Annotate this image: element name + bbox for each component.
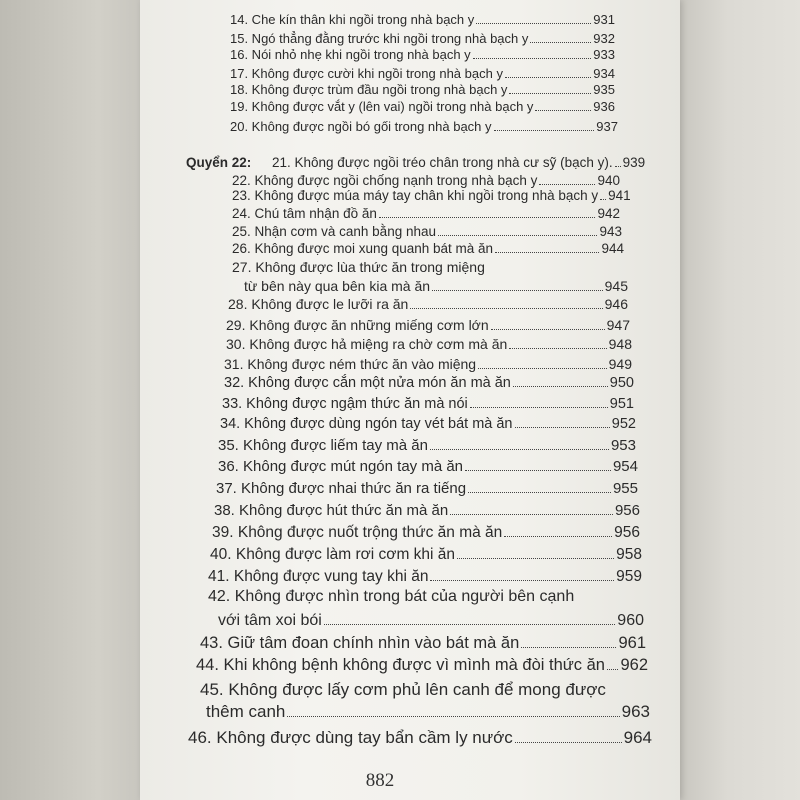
dot-leader — [509, 93, 591, 94]
dot-leader — [505, 77, 591, 78]
toc-entry-title: 21. Không được ngồi tréo chân trong nhà cư sỹ (bạch y). — [272, 155, 613, 170]
toc-entry — [200, 634, 646, 653]
toc-entry-page: 932 — [593, 31, 615, 46]
dot-leader — [450, 514, 613, 515]
dot-leader — [470, 407, 608, 408]
toc-entry — [206, 702, 650, 722]
dot-leader — [513, 386, 608, 387]
toc-entry — [208, 568, 642, 586]
dot-leader — [615, 166, 621, 167]
toc-entry — [228, 296, 628, 312]
toc-entry-title: 26. Không được moi xung quanh bát mà ăn — [232, 241, 494, 256]
toc-entry — [230, 66, 615, 81]
dot-leader — [468, 492, 611, 493]
toc-entry-page: 958 — [616, 546, 642, 563]
background-left — [0, 0, 140, 800]
dot-leader — [324, 624, 615, 625]
toc-entry-page: 941 — [608, 188, 631, 203]
toc-entry-title: 14. Che kín thân khi ngồi trong nhà bạch y — [230, 12, 475, 27]
dot-leader — [607, 669, 618, 670]
toc-entry-title: 20. Không được ngồi bó gối trong nhà bạch y — [230, 119, 492, 134]
dot-leader — [491, 329, 605, 330]
toc-entry — [218, 458, 638, 475]
toc-entry — [232, 241, 624, 256]
toc-entry-title: 37. Không được nhai thức ăn ra tiếng — [216, 480, 467, 497]
dot-leader — [432, 290, 603, 291]
toc-entry-title: 43. Giữ tâm đoan chính nhìn vào bát mà ăn — [200, 634, 520, 652]
toc-entry-page: 962 — [620, 656, 648, 674]
book-page — [140, 0, 680, 800]
toc-entry-page: 952 — [611, 416, 636, 432]
toc-entry-title: 35. Không được liếm tay mà ăn — [218, 437, 428, 454]
toc-entry-title: 31. Không được ném thức ăn vào miệng — [224, 356, 477, 372]
page-number: 882 — [365, 770, 395, 791]
toc-entry-title: 42. Không được nhìn trong bát của người bên cạnh — [208, 588, 575, 605]
toc-entry — [210, 546, 642, 564]
toc-entry-page: 937 — [596, 119, 618, 134]
dot-leader — [515, 427, 610, 428]
toc-entry-page: 944 — [601, 241, 624, 256]
toc-entry-title: 39. Không được nuốt trộng thức ăn mà ăn — [212, 524, 503, 541]
dot-leader — [504, 536, 612, 537]
toc-entry — [226, 336, 632, 352]
dot-leader — [535, 110, 591, 111]
dot-leader — [509, 348, 606, 349]
dot-leader — [287, 716, 619, 717]
toc-entry-title: 32. Không được cắn một nửa món ăn mà ăn — [224, 375, 511, 391]
dot-leader — [438, 235, 597, 236]
toc-entry-title: 38. Không được hút thức ăn mà ăn — [214, 502, 449, 519]
toc-entry-page: 951 — [609, 396, 634, 412]
toc-entry-page: 933 — [593, 47, 615, 62]
dot-leader — [495, 252, 599, 253]
toc-entry — [230, 12, 615, 27]
toc-entry-title: 18. Không được trùm đầu ngồi trong nhà bạch y — [230, 82, 508, 97]
toc-entry-page: 953 — [610, 437, 636, 454]
toc-entry-page: 950 — [609, 375, 634, 391]
toc-entry-title: 41. Không được vung tay khi ăn — [208, 568, 429, 585]
toc-entry-continuation: từ bên này qua bên kia mà ăn — [244, 278, 431, 294]
dot-leader — [494, 130, 595, 131]
toc-entry-continuation: với tâm xoi bói — [218, 612, 322, 629]
dot-leader — [473, 58, 592, 59]
toc-entry-title: 40. Không được làm rơi cơm khi ăn — [210, 546, 456, 563]
toc-entry-title: 27. Không được lùa thức ăn trong miệng — [232, 259, 485, 275]
toc-entry-page: 964 — [623, 728, 652, 747]
toc-entry — [222, 396, 634, 412]
dot-leader — [457, 558, 614, 559]
toc-entry-title: 34. Không được dùng ngón tay vét bát mà ăn — [220, 416, 513, 432]
toc-entry-page: 936 — [593, 99, 615, 114]
toc-entry-page: 943 — [599, 224, 622, 239]
toc-entry-page: 931 — [593, 12, 615, 27]
toc-entry-page: 946 — [604, 296, 628, 312]
toc-entry — [188, 728, 652, 748]
toc-entry — [232, 224, 622, 239]
dot-leader — [521, 647, 616, 648]
toc-entry — [232, 188, 631, 203]
table-of-contents — [140, 0, 680, 800]
toc-entry-page: 939 — [622, 155, 646, 170]
toc-entry-title: 28. Không được le lưỡi ra ăn — [228, 296, 409, 312]
volume-label: Quyển 22: — [186, 155, 252, 170]
toc-entry — [224, 356, 632, 372]
toc-entry-page: 935 — [593, 82, 615, 97]
toc-entry — [214, 502, 640, 519]
toc-entry-title: 24. Chú tâm nhận đồ ăn — [232, 206, 377, 221]
toc-entry — [230, 31, 615, 46]
toc-entry-continuation: thêm canh — [206, 702, 286, 721]
toc-entry-title: 46. Không được dùng tay bẩn cầm ly nước — [188, 728, 513, 747]
dot-leader — [600, 199, 606, 200]
toc-entry — [230, 99, 615, 114]
toc-entry-title: 25. Nhận cơm và canh bằng nhau — [232, 224, 436, 239]
toc-entry — [232, 173, 620, 188]
toc-entry-page: 961 — [618, 634, 646, 652]
toc-entry — [218, 612, 644, 630]
toc-entry-title: 44. Khi không bệnh không được vì mình mà đòi thức ăn — [196, 656, 605, 674]
toc-entry — [230, 119, 618, 134]
toc-entry-title: 29. Không được ăn những miếng cơm lớn — [226, 317, 489, 333]
toc-entry-page: 948 — [608, 336, 632, 352]
dot-leader — [410, 308, 602, 309]
toc-entry-title: 30. Không được hả miệng ra chờ cơm mà ăn — [226, 336, 508, 352]
dot-leader — [478, 368, 607, 369]
dot-leader — [530, 42, 591, 43]
toc-entry-page: 956 — [614, 524, 640, 541]
toc-entry — [212, 524, 640, 542]
toc-entry-title: 17. Không được cười khi ngồi trong nhà bạch y — [230, 66, 503, 81]
toc-entry-page: 947 — [606, 317, 630, 333]
dot-leader — [430, 449, 609, 450]
dot-leader — [430, 580, 614, 581]
toc-entry-page: 963 — [621, 702, 650, 721]
background-right — [680, 0, 800, 800]
toc-entry — [232, 206, 620, 221]
toc-entry-page: 960 — [617, 612, 644, 629]
toc-entry — [272, 155, 646, 170]
toc-entry — [230, 47, 615, 62]
dot-leader — [539, 184, 595, 185]
toc-entry — [226, 317, 630, 333]
toc-entry — [224, 375, 634, 391]
toc-entry — [218, 437, 636, 454]
toc-entry-title: 15. Ngó thẳng đằng trước khi ngồi trong nhà bạch y — [230, 31, 529, 46]
toc-entry-page: 945 — [604, 278, 628, 294]
toc-entry-page: 949 — [608, 356, 632, 372]
toc-entry — [196, 656, 648, 675]
toc-entry-title: 16. Nói nhỏ nhẹ khi ngồi trong nhà bạch y — [230, 47, 471, 62]
toc-entry-page: 955 — [612, 480, 638, 497]
toc-entry-title: 36. Không được mút ngón tay mà ăn — [218, 458, 464, 475]
toc-entry-title: 33. Không được ngậm thức ăn mà nói — [222, 396, 468, 412]
toc-entry — [230, 82, 615, 97]
toc-entry-title: 45. Không được lấy cơm phủ lên canh để mong được — [200, 680, 606, 699]
toc-entry-title: 23. Không được múa máy tay chân khi ngồi trong nhà bạch y — [232, 188, 599, 203]
toc-entry-page: 959 — [616, 568, 642, 585]
toc-entry — [220, 416, 636, 432]
toc-entry-title: 19. Không được vắt y (lên vai) ngồi trong nhà bạch y — [230, 99, 534, 114]
toc-entry-page: 934 — [593, 66, 615, 81]
toc-entry — [216, 480, 638, 497]
toc-entry — [244, 278, 628, 294]
dot-leader — [515, 742, 622, 743]
dot-leader — [465, 470, 611, 471]
toc-entry-title: 22. Không được ngồi chống nạnh trong nhà bạch y — [232, 173, 538, 188]
toc-entry-page: 954 — [612, 458, 638, 475]
dot-leader — [379, 217, 596, 218]
toc-entry-page: 940 — [597, 173, 620, 188]
dot-leader — [476, 23, 591, 24]
toc-entry-page: 942 — [597, 206, 620, 221]
toc-entry-page: 956 — [614, 502, 640, 519]
